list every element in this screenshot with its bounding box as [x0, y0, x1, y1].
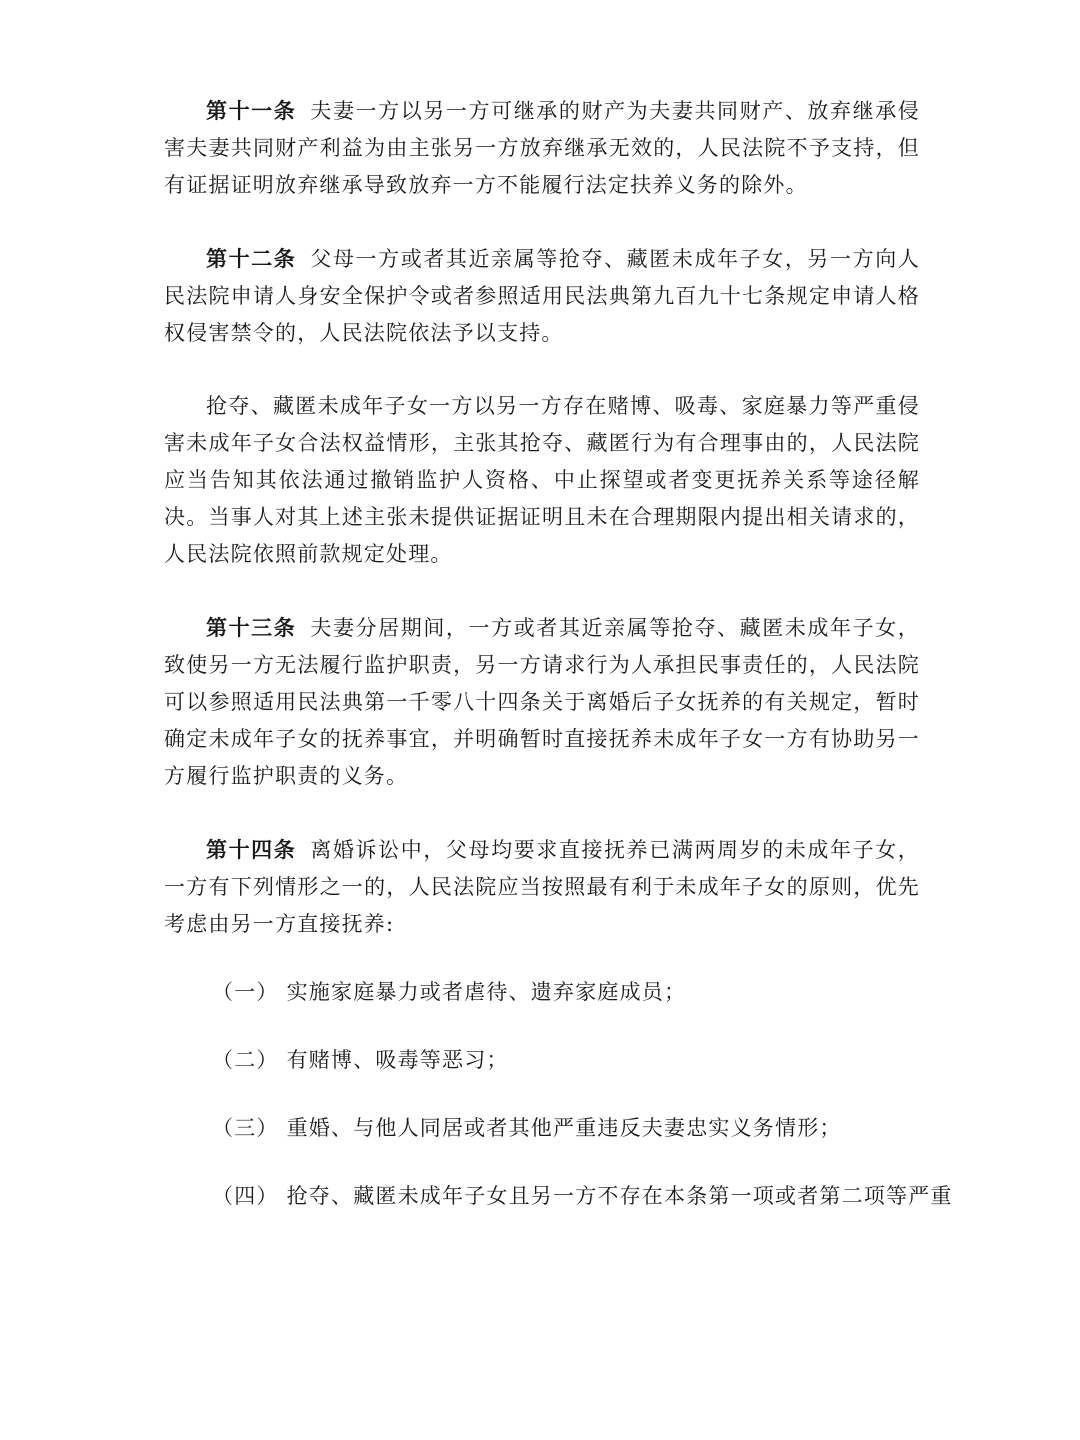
list-item-label: （三）	[212, 1116, 279, 1140]
article-11	[164, 92, 920, 204]
article-12-text: 父母一方或者其近亲属等抢夺、藏匿未成年子女，另一方向人民法院申请人身安全保护令或者参照适用民法典第九百九十七条规定申请人格权侵害禁令的，人民法院依法予以支持。	[164, 247, 920, 345]
list-item-text: 抢夺、藏匿未成年子女且另一方不存在本条第一项或者第二项等严重	[286, 1184, 953, 1208]
document-page	[164, 92, 953, 1215]
article-12	[164, 240, 920, 352]
article-12-label: 第十二条	[206, 246, 297, 271]
article-12-paragraph-2: 抢夺、藏匿未成年子女一方以另一方存在赌博、吸毒、家庭暴力等严重侵害未成年子女合法权益情形，主张其抢夺、藏匿行为有合理事由的，人民法院应当告知其依法通过撤销监护人资格、中止探望或者变更抚养关系等途径解决。当事人对其上述主张未提供证据证明且未在合理期限内提出相关请求的，人民法院依照前款规定处理。	[164, 394, 920, 566]
list-item	[164, 1110, 920, 1147]
list-item-text: 实施家庭暴力或者虐待、遗弃家庭成员；	[286, 980, 687, 1004]
list-item-label: （四）	[212, 1184, 279, 1208]
list-item-text: 重婚、与他人同居或者其他严重违反夫妻忠实义务情形；	[286, 1116, 842, 1140]
list-item	[164, 1178, 953, 1215]
article-14-label: 第十四条	[206, 837, 297, 862]
list-item-label: （一）	[212, 980, 279, 1004]
list-item	[164, 974, 920, 1011]
article-13-text: 夫妻分居期间，一方或者其近亲属等抢夺、藏匿未成年子女，致使另一方无法履行监护职责，另一方请求行为人承担民事责任的，人民法院可以参照适用民法典第一千零八十四条关于离婚后子女抚养的有关规定，暂时确定未成年子女的抚养事宜，并明确暂时直接抚养未成年子女一方有协助另一方履行监护职责的义务。	[164, 616, 920, 788]
list-item-label: （二）	[212, 1048, 279, 1072]
article-13	[164, 609, 920, 795]
article-13-label: 第十三条	[206, 615, 297, 640]
article-11-label: 第十一条	[206, 98, 297, 123]
article-14-text: 离婚诉讼中，父母均要求直接抚养已满两周岁的未成年子女，一方有下列情形之一的，人民法院应当按照最有利于未成年子女的原则，优先考虑由另一方直接抚养:	[164, 838, 920, 936]
article-14	[164, 831, 920, 943]
list-item	[164, 1042, 920, 1079]
article-11-text: 夫妻一方以另一方可继承的财产为夫妻共同财产、放弃继承侵害夫妻共同财产利益为由主张另一方放弃继承无效的，人民法院不予支持，但有证据证明放弃继承导致放弃一方不能履行法定扶养义务的除外。	[164, 99, 920, 197]
list-item-text: 有赌博、吸毒等恶习；	[286, 1048, 509, 1072]
